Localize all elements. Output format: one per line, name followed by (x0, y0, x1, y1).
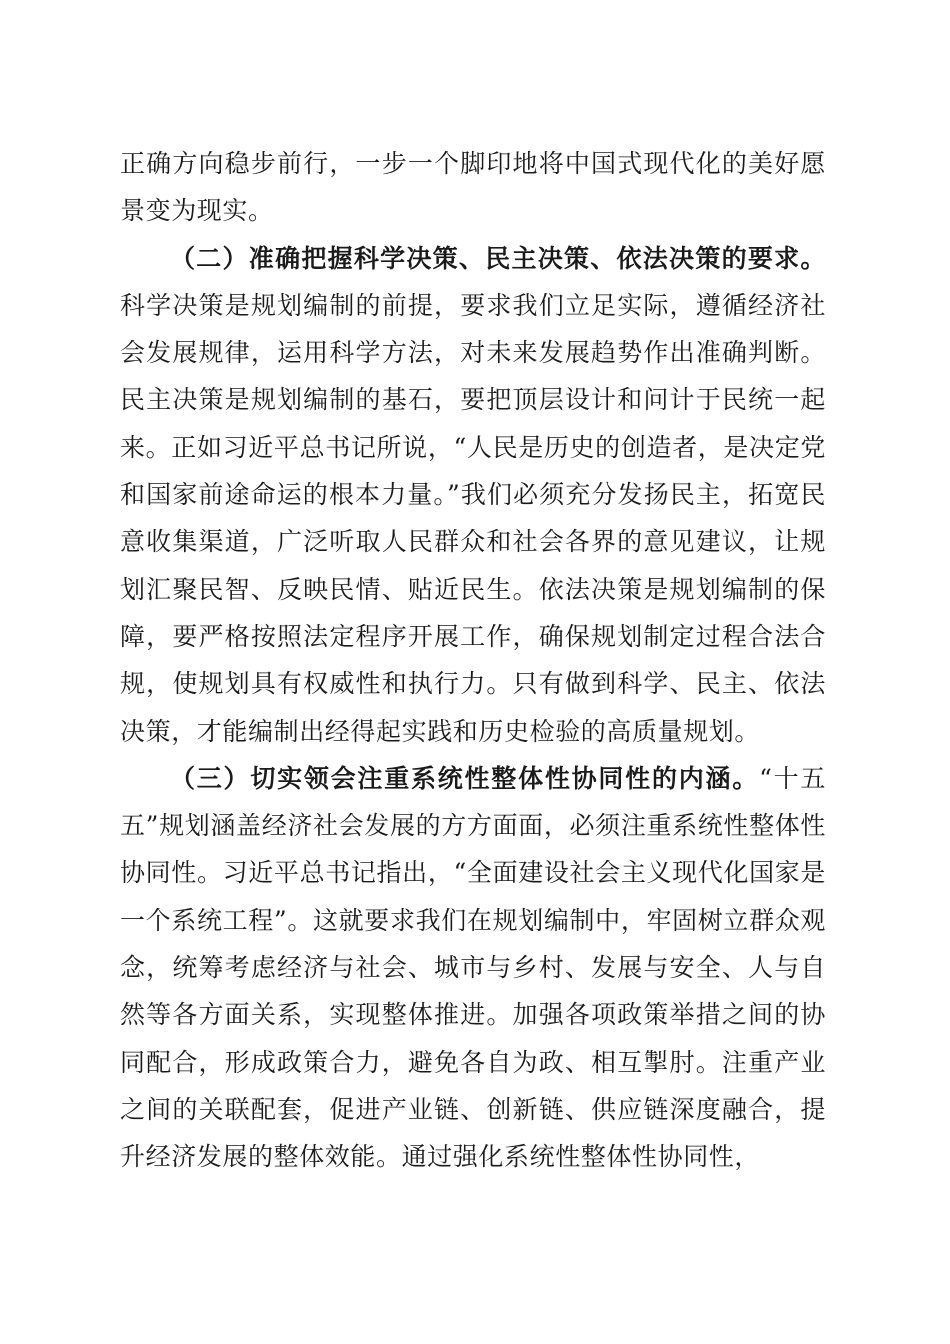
paragraph-text: 科学决策是规划编制的前提，要求我们立足实际，遵循经济社会发展规律，运用科学方法，对未来发展趋势作出准确判断。民主决策是规划编制的基石，要把顶层设计和问计于民统一起来。正如习近平总书记所说，“人民是历史的创造者，是决定党和国家前途命运的根本力量。”我们必须充分发扬民主，拓宽民意收集渠道，广泛听取人民群众和社会各界的意见建议，让规划汇聚民智、反映民情、贴近民生。依法决策是规划编制的保障，要严格按照法定程序开展工作，确保规划制定过程合法合规，使规划具有权威性和执行力。只有做到科学、民主、依法决策，才能编制出经得起实践和历史检验的高质量规划。 (120, 290, 826, 746)
paragraph-continuation (120, 140, 826, 235)
paragraph-text: 正确方向稳步前行，一步一个脚印地将中国式现代化的美好愿景变为现实。 (120, 149, 826, 226)
document-body (120, 140, 826, 1181)
section-heading: （二）准确把握科学决策、民主决策、依法决策的要求。 (170, 243, 826, 273)
paragraph-section-2 (120, 235, 826, 755)
paragraph-section-3 (120, 755, 826, 1181)
paragraph-text: “十五五”规划涵盖经济社会发展的方方面面，必须注重系统性整体性协同性。习近平总书记指出，“全面建设社会主义现代化国家是一个系统工程”。这就要求我们在规划编制中，牢固树立群众观念，统筹考虑经济与社会、城市与乡村、发展与安全、人与自然等各方面关系，实现整体推进。加强各项政策举措之间的协同配合，形成政策合力，避免各自为政、相互掣肘。注重产业之间的关联配套，促进产业链、创新链、供应链深度融合，提升经济发展的整体效能。通过强化系统性整体性协同性， (120, 763, 826, 1172)
section-heading: （三）切实领会注重系统性整体性协同性的内涵。 (170, 763, 760, 793)
